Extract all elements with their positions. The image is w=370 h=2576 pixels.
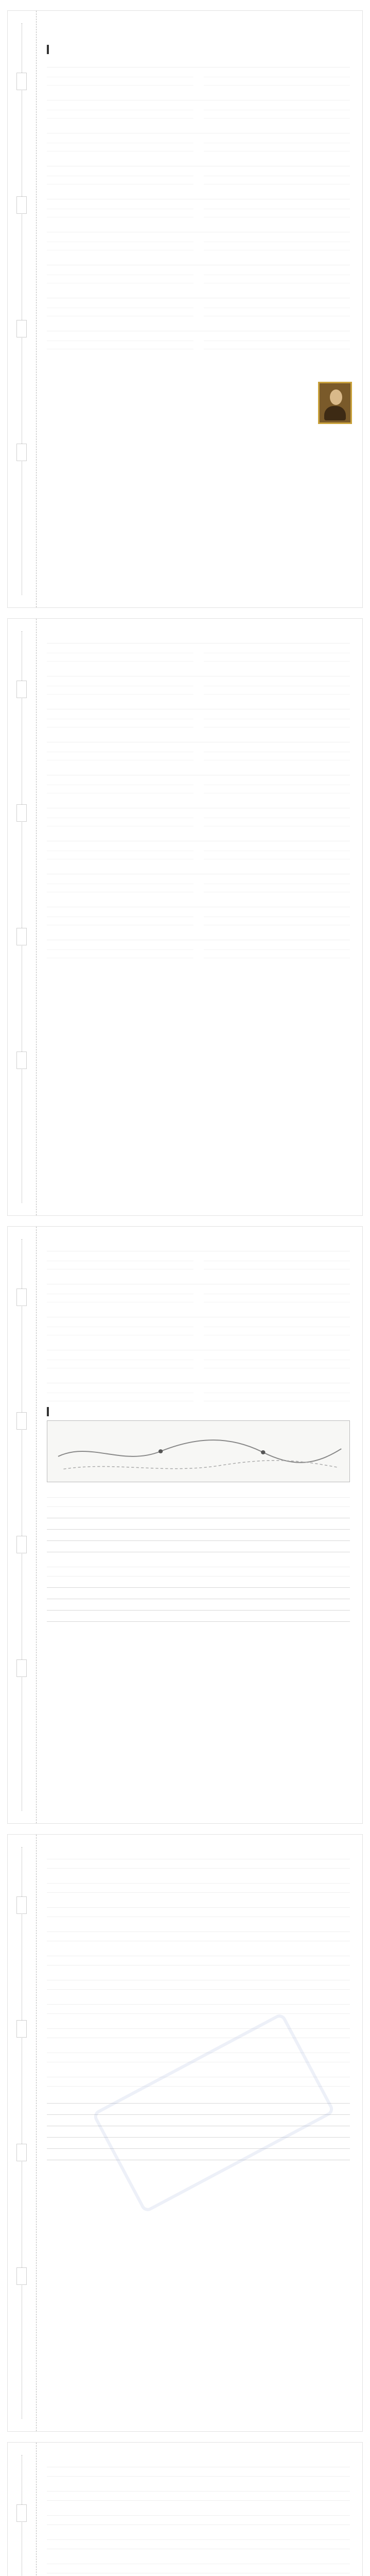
option-choice[interactable] <box>47 242 193 250</box>
option-choice[interactable] <box>47 102 193 110</box>
paragraph-text <box>47 2020 350 2029</box>
option-choice[interactable] <box>47 1393 193 1401</box>
option-choice[interactable] <box>47 300 193 308</box>
page-body <box>47 26 350 587</box>
paragraph-text <box>47 2506 350 2516</box>
question-options <box>47 1253 350 1269</box>
question-item <box>47 799 350 826</box>
paragraph-text <box>47 1947 350 1956</box>
option-choice[interactable] <box>204 1327 350 1335</box>
question-stem <box>47 700 350 709</box>
question-item <box>47 634 350 662</box>
material-stem <box>47 1488 350 1498</box>
exam-page-3 <box>7 1226 363 1824</box>
option-choice[interactable] <box>47 810 193 818</box>
option-choice[interactable] <box>204 341 350 349</box>
question-options <box>47 777 350 793</box>
material-paragraph <box>47 2482 350 2501</box>
option-choice[interactable] <box>204 1294 350 1302</box>
option-choice[interactable] <box>204 785 350 793</box>
binding-margin <box>8 2443 37 2576</box>
material-paragraph <box>47 2458 350 2477</box>
question-item <box>47 289 350 316</box>
option-choice[interactable] <box>204 1319 350 1327</box>
page-body <box>47 2458 350 2576</box>
binding-margin <box>8 1835 37 2431</box>
exam-title <box>47 26 350 40</box>
answer-line[interactable] <box>47 1530 350 1541</box>
option-choice[interactable] <box>47 267 193 275</box>
material-paragraph <box>47 2531 350 2549</box>
option-choice[interactable] <box>204 810 350 818</box>
option-choice[interactable] <box>204 942 350 950</box>
material-paragraph <box>47 1874 350 1893</box>
page-footer <box>8 1809 362 1817</box>
question-options <box>47 300 350 316</box>
question-item <box>47 256 350 283</box>
portrait-robe <box>324 406 346 420</box>
section-heading-material <box>47 1407 350 1416</box>
binding-label-box <box>16 2020 27 2038</box>
option-choice[interactable] <box>204 876 350 884</box>
paragraph-continuation <box>47 1859 350 1869</box>
paragraph-continuation <box>47 1932 350 1941</box>
option-choice[interactable] <box>47 333 193 341</box>
binding-margin <box>8 619 37 1215</box>
binding-label-box <box>16 2144 27 2161</box>
page-footer <box>8 593 362 601</box>
material-question <box>47 1488 350 1552</box>
binding-label-box <box>16 1289 27 1306</box>
option-choice[interactable] <box>47 1253 193 1261</box>
material-paragraph <box>47 2555 350 2573</box>
question-item <box>47 898 350 925</box>
option-choice[interactable] <box>204 201 350 209</box>
paragraph-text <box>47 2458 350 2467</box>
option-choice[interactable] <box>47 950 193 958</box>
material-paragraph <box>47 2020 350 2038</box>
option-choice[interactable] <box>204 275 350 283</box>
option-choice[interactable] <box>204 209 350 217</box>
option-choice[interactable] <box>204 234 350 242</box>
material-subquestion <box>47 1498 350 1507</box>
answer-line[interactable] <box>47 1507 350 1518</box>
question-stem <box>47 190 350 199</box>
paragraph-text <box>47 1850 350 1859</box>
answer-lines[interactable] <box>47 1507 350 1552</box>
material-paragraph <box>47 2068 350 2087</box>
option-choice[interactable] <box>47 843 193 851</box>
option-choice[interactable] <box>204 135 350 143</box>
option-choice[interactable] <box>204 653 350 662</box>
question-item <box>47 223 350 250</box>
option-choice[interactable] <box>47 1352 193 1360</box>
option-choice[interactable] <box>204 308 350 316</box>
question-item <box>47 1308 350 1335</box>
option-choice[interactable] <box>204 168 350 176</box>
option-choice[interactable] <box>47 686 193 694</box>
option-choice[interactable] <box>204 110 350 118</box>
option-choice[interactable] <box>204 851 350 859</box>
question-item <box>47 931 350 958</box>
option-choice[interactable] <box>47 653 193 662</box>
question-item <box>47 190 350 217</box>
question-item <box>47 1242 350 1269</box>
question-options <box>47 744 350 760</box>
question-item <box>47 1275 350 1302</box>
option-choice[interactable] <box>204 818 350 826</box>
option-choice[interactable] <box>204 917 350 925</box>
question-stem <box>47 799 350 808</box>
option-choice[interactable] <box>47 777 193 785</box>
paragraph-text <box>47 1899 350 1908</box>
option-choice[interactable] <box>47 110 193 118</box>
binding-label-box <box>16 681 27 698</box>
option-choice[interactable] <box>47 77 193 86</box>
question-options <box>47 876 350 892</box>
option-choice[interactable] <box>204 686 350 694</box>
paragraph-text <box>47 1995 350 2005</box>
section-heading-choice <box>47 45 350 54</box>
option-choice[interactable] <box>47 176 193 184</box>
question-item <box>47 157 350 184</box>
option-choice[interactable] <box>47 818 193 826</box>
option-choice[interactable] <box>47 143 193 151</box>
paragraph-continuation <box>47 1980 350 1990</box>
question-options <box>47 711 350 727</box>
option-choice[interactable] <box>204 1286 350 1294</box>
paragraph-continuation <box>47 2077 350 2087</box>
answer-line[interactable] <box>47 1577 350 1588</box>
question-options <box>47 1352 350 1368</box>
question-options <box>47 810 350 826</box>
question-item <box>47 1374 350 1401</box>
paragraph-text <box>47 2555 350 2564</box>
option-choice[interactable] <box>204 69 350 77</box>
binding-label-box <box>16 73 27 90</box>
question-item <box>47 124 350 151</box>
answer-line[interactable] <box>47 1588 350 1599</box>
option-choice[interactable] <box>47 909 193 917</box>
paragraph-text <box>47 1874 350 1884</box>
binding-margin <box>8 11 37 607</box>
binding-label-box <box>16 1659 27 1677</box>
question-options <box>47 942 350 958</box>
option-choice[interactable] <box>47 785 193 793</box>
option-choice[interactable] <box>47 917 193 925</box>
material-paragraph <box>47 1971 350 1990</box>
question-stem <box>47 223 350 232</box>
answer-lines[interactable] <box>47 1577 350 1622</box>
option-choice[interactable] <box>204 884 350 892</box>
question-stem <box>47 322 350 331</box>
question-options <box>47 645 350 662</box>
option-choice[interactable] <box>47 275 193 283</box>
option-choice[interactable] <box>47 1261 193 1269</box>
answer-line[interactable] <box>47 1518 350 1530</box>
option-choice[interactable] <box>204 1385 350 1393</box>
question-stem <box>47 58 350 67</box>
map-illustration <box>47 1421 349 1482</box>
option-choice[interactable] <box>47 1294 193 1302</box>
page-footer <box>8 2417 362 2425</box>
question-stem <box>47 1341 350 1350</box>
material-paragraph <box>47 1995 350 2014</box>
material-paragraph <box>47 1923 350 1941</box>
option-choice[interactable] <box>47 1286 193 1294</box>
option-choice[interactable] <box>47 341 193 349</box>
binding-label-box <box>16 1896 27 1914</box>
paragraph-continuation <box>47 1884 350 1893</box>
option-choice[interactable] <box>47 876 193 884</box>
option-choice[interactable] <box>204 678 350 686</box>
exam-page-1 <box>7 10 363 608</box>
option-choice[interactable] <box>204 1360 350 1368</box>
binding-label-box <box>16 196 27 214</box>
question-options <box>47 267 350 283</box>
question-stem <box>47 766 350 775</box>
option-choice[interactable] <box>204 843 350 851</box>
question-item <box>47 700 350 727</box>
portrait-face <box>330 389 342 405</box>
option-choice[interactable] <box>47 851 193 859</box>
binding-label-box <box>16 1536 27 1553</box>
paragraph-continuation <box>47 2564 350 2573</box>
paragraph-text <box>47 1971 350 1980</box>
question-stem <box>47 157 350 166</box>
page-body <box>47 634 350 1195</box>
question-stem <box>47 667 350 676</box>
question-stem <box>47 832 350 841</box>
question-options <box>47 843 350 859</box>
option-choice[interactable] <box>204 143 350 151</box>
option-choice[interactable] <box>47 69 193 77</box>
paragraph-text <box>47 2044 350 2053</box>
question-stem <box>47 289 350 298</box>
option-choice[interactable] <box>204 950 350 958</box>
question-options <box>47 909 350 925</box>
binding-label-box <box>16 1412 27 1430</box>
option-choice[interactable] <box>204 1261 350 1269</box>
option-choice[interactable] <box>47 201 193 209</box>
page-body <box>47 1242 350 1803</box>
option-choice[interactable] <box>47 1360 193 1368</box>
paragraph-continuation <box>47 1908 350 1917</box>
question-item <box>47 832 350 859</box>
paragraph-text <box>47 2531 350 2540</box>
paragraph-continuation <box>47 2005 350 2014</box>
option-choice[interactable] <box>204 711 350 719</box>
question-item <box>47 91 350 118</box>
paragraph-continuation <box>47 2492 350 2501</box>
question-options <box>47 1319 350 1335</box>
option-choice[interactable] <box>47 209 193 217</box>
exam-page-5 <box>7 2442 363 2576</box>
question-item <box>47 58 350 86</box>
option-choice[interactable] <box>47 645 193 653</box>
question-stem <box>47 931 350 940</box>
option-choice[interactable] <box>204 242 350 250</box>
option-choice[interactable] <box>204 719 350 727</box>
option-choice[interactable] <box>47 1319 193 1327</box>
option-choice[interactable] <box>47 308 193 316</box>
question-options <box>47 69 350 86</box>
question-stem <box>47 733 350 742</box>
question-stem <box>47 1308 350 1317</box>
material-stem <box>47 1558 350 1567</box>
question-item <box>47 667 350 694</box>
paragraph-continuation <box>47 2516 350 2525</box>
answer-line[interactable] <box>47 1611 350 1622</box>
exam-page-2 <box>7 618 363 1216</box>
map-figure <box>47 1420 350 1482</box>
answer-lines[interactable] <box>47 2092 350 2160</box>
option-choice[interactable] <box>204 752 350 760</box>
question-item <box>47 733 350 760</box>
option-choice[interactable] <box>204 909 350 917</box>
option-choice[interactable] <box>47 752 193 760</box>
binding-label-box <box>16 1052 27 1069</box>
question-options <box>47 1385 350 1401</box>
paragraph-continuation <box>47 2540 350 2549</box>
paragraph-text <box>47 1923 350 1932</box>
question-item <box>47 865 350 892</box>
question-item <box>47 1341 350 1368</box>
option-choice[interactable] <box>47 1327 193 1335</box>
material-paragraph <box>47 2044 350 2062</box>
option-choice[interactable] <box>47 884 193 892</box>
option-choice[interactable] <box>47 135 193 143</box>
question-stem <box>47 634 350 643</box>
binding-label-box <box>16 444 27 461</box>
binding-margin <box>8 1227 37 1823</box>
question-options <box>47 234 350 250</box>
portrait-figure <box>318 382 352 424</box>
option-choice[interactable] <box>47 678 193 686</box>
question-stem <box>47 1242 350 1251</box>
question-options <box>47 333 350 349</box>
page-footer <box>8 1201 362 1209</box>
option-choice[interactable] <box>47 744 193 752</box>
material-paragraph <box>47 2506 350 2525</box>
material-subquestion <box>47 1567 350 1577</box>
material-paragraph <box>47 1947 350 1965</box>
binding-label-box <box>16 2504 27 2522</box>
material-question <box>47 1558 350 1622</box>
question-stem <box>47 1374 350 1383</box>
option-choice[interactable] <box>47 1385 193 1393</box>
answer-line[interactable] <box>47 1599 350 1611</box>
question-stem <box>47 1275 350 1284</box>
question-stem <box>47 124 350 133</box>
binding-label-box <box>16 928 27 945</box>
material-paragraph <box>47 1850 350 1869</box>
question-item <box>47 322 350 349</box>
question-stem <box>47 898 350 907</box>
paragraph-continuation <box>47 1956 350 1965</box>
paragraph-continuation <box>47 2467 350 2477</box>
option-choice[interactable] <box>204 300 350 308</box>
option-choice[interactable] <box>204 1253 350 1261</box>
question-stem <box>47 256 350 265</box>
option-choice[interactable] <box>204 102 350 110</box>
question-options <box>47 135 350 151</box>
paragraph-text <box>47 2482 350 2492</box>
option-choice[interactable] <box>204 333 350 341</box>
option-choice[interactable] <box>47 711 193 719</box>
paragraph-continuation <box>47 2029 350 2038</box>
binding-label-box <box>16 804 27 822</box>
question-options <box>47 102 350 118</box>
question-stem <box>47 865 350 874</box>
question-options <box>47 678 350 694</box>
question-options <box>47 168 350 184</box>
question-options <box>47 1286 350 1302</box>
option-choice[interactable] <box>204 744 350 752</box>
binding-label-box <box>16 2267 27 2285</box>
option-choice[interactable] <box>47 719 193 727</box>
exam-page-4 <box>7 1834 363 2432</box>
question-item <box>47 766 350 793</box>
binding-label-box <box>16 320 27 337</box>
answer-line[interactable] <box>47 1541 350 1552</box>
paragraph-text <box>47 2068 350 2077</box>
option-choice[interactable] <box>204 645 350 653</box>
option-choice[interactable] <box>47 942 193 950</box>
paragraph-continuation <box>47 2053 350 2062</box>
option-choice[interactable] <box>47 234 193 242</box>
option-choice[interactable] <box>204 777 350 785</box>
option-choice[interactable] <box>47 168 193 176</box>
question-stem <box>47 91 350 100</box>
option-choice[interactable] <box>204 176 350 184</box>
question-options <box>47 201 350 217</box>
option-choice[interactable] <box>204 77 350 86</box>
page-body <box>47 1850 350 2411</box>
option-choice[interactable] <box>204 1393 350 1401</box>
option-choice[interactable] <box>204 267 350 275</box>
material-paragraph <box>47 1899 350 1917</box>
option-choice[interactable] <box>204 1352 350 1360</box>
